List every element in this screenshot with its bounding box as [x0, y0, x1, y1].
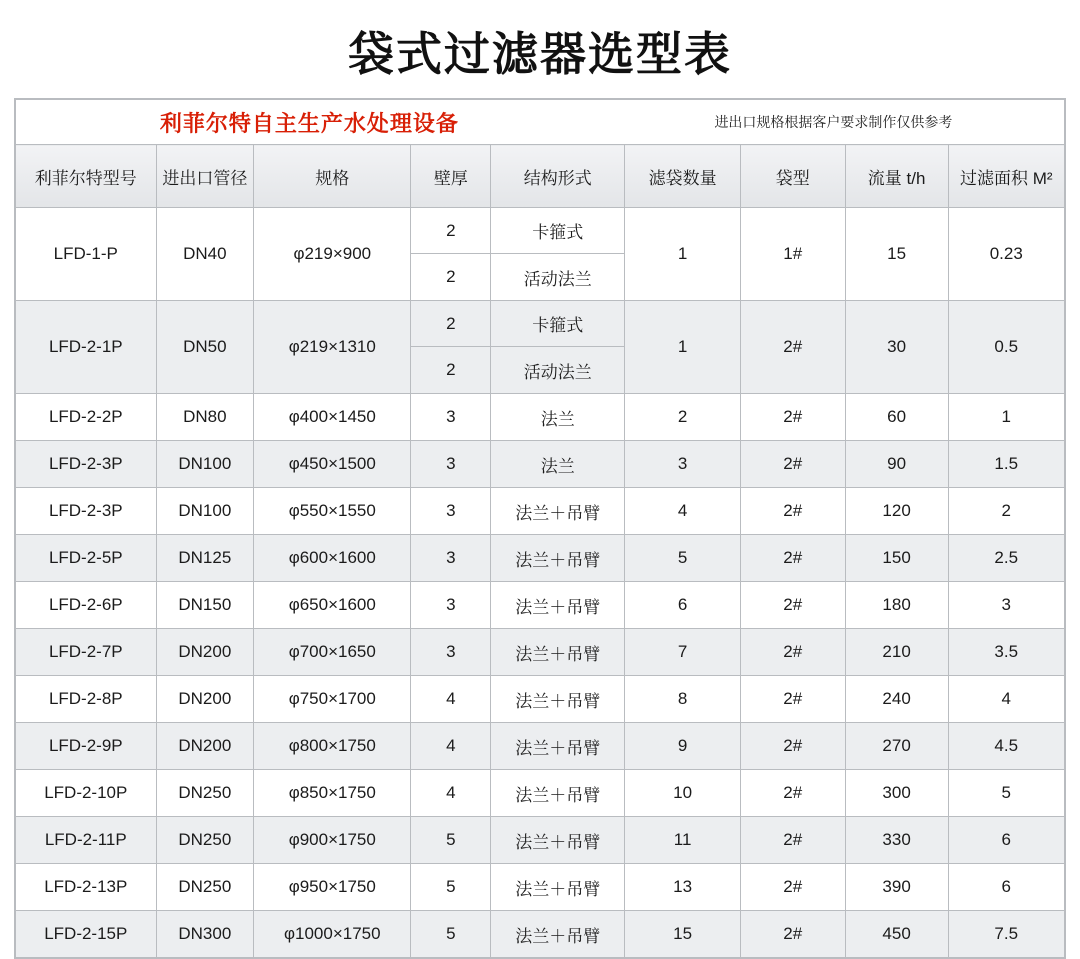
cell-wall-thickness: 4 [411, 723, 491, 770]
cell-model: LFD-2-1P [16, 301, 157, 394]
cell-model: LFD-2-8P [16, 676, 157, 723]
column-header: 袋型 [740, 145, 845, 208]
cell-bag-count: 9 [625, 723, 740, 770]
cell-structure-part: 卡箍式 [491, 208, 624, 254]
table-row [16, 864, 1065, 911]
cell-port-size: DN40 [156, 208, 254, 301]
banner-note: 进出口规格根据客户要求制作仅供参考 [714, 114, 953, 130]
cell-bag-type: 2# [740, 535, 845, 582]
cell-port-size: DN300 [156, 911, 254, 958]
cell-port-size: DN150 [156, 582, 254, 629]
column-header: 壁厚 [411, 145, 491, 208]
cell-structure: 法兰＋吊臂 [491, 911, 625, 958]
cell-bag-type: 2# [740, 629, 845, 676]
cell-wall-thickness-part: 2 [411, 301, 490, 347]
table-row [16, 488, 1065, 535]
cell-spec: φ219×1310 [254, 301, 411, 394]
cell-flow: 90 [845, 441, 948, 488]
column-header: 利菲尔特型号 [16, 145, 157, 208]
cell-spec: φ600×1600 [254, 535, 411, 582]
table-row [16, 394, 1065, 441]
cell-bag-count: 1 [625, 208, 740, 301]
cell-flow: 390 [845, 864, 948, 911]
cell-flow: 210 [845, 629, 948, 676]
cell-spec: φ850×1750 [254, 770, 411, 817]
banner-cell [16, 100, 1065, 145]
cell-spec: φ800×1750 [254, 723, 411, 770]
cell-model: LFD-2-2P [16, 394, 157, 441]
table-row [16, 629, 1065, 676]
cell-flow: 300 [845, 770, 948, 817]
cell-filter-area: 7.5 [948, 911, 1065, 958]
cell-wall-thickness: 4 [411, 676, 491, 723]
cell-structure: 法兰＋吊臂 [491, 723, 625, 770]
cell-port-size: DN100 [156, 488, 254, 535]
cell-flow: 15 [845, 208, 948, 301]
cell-flow: 240 [845, 676, 948, 723]
cell-port-size: DN250 [156, 864, 254, 911]
cell-wall-thickness: 3 [411, 488, 491, 535]
table-row [16, 208, 1065, 301]
cell-wall-thickness: 3 [411, 582, 491, 629]
column-header: 规格 [254, 145, 411, 208]
cell-structure: 法兰 [491, 394, 625, 441]
table-row [16, 770, 1065, 817]
cell-bag-count: 4 [625, 488, 740, 535]
cell-bag-type: 2# [740, 676, 845, 723]
cell-bag-type: 2# [740, 394, 845, 441]
cell-port-size: DN50 [156, 301, 254, 394]
cell-wall-thickness [411, 301, 491, 394]
column-header: 滤袋数量 [625, 145, 740, 208]
cell-spec: φ700×1650 [254, 629, 411, 676]
cell-wall-thickness: 3 [411, 629, 491, 676]
cell-flow: 150 [845, 535, 948, 582]
cell-bag-type: 2# [740, 723, 845, 770]
cell-structure-part: 活动法兰 [523, 362, 592, 382]
cell-flow: 60 [845, 394, 948, 441]
cell-filter-area: 6 [948, 817, 1065, 864]
cell-bag-type: 2# [740, 911, 845, 958]
cell-spec: φ750×1700 [254, 676, 411, 723]
cell-bag-count: 8 [625, 676, 740, 723]
spec-table-container [14, 98, 1066, 959]
cell-wall-thickness: 3 [411, 441, 491, 488]
cell-filter-area: 1.5 [948, 441, 1065, 488]
cell-flow: 270 [845, 723, 948, 770]
cell-model: LFD-2-9P [16, 723, 157, 770]
cell-filter-area: 4 [948, 676, 1065, 723]
cell-bag-count: 6 [625, 582, 740, 629]
cell-flow: 180 [845, 582, 948, 629]
cell-model: LFD-2-13P [16, 864, 157, 911]
cell-bag-type: 2# [740, 301, 845, 394]
cell-structure: 法兰＋吊臂 [491, 488, 625, 535]
cell-spec: φ1000×1750 [254, 911, 411, 958]
column-header: 结构形式 [491, 145, 625, 208]
banner-row [16, 100, 1065, 145]
cell-filter-area: 2 [948, 488, 1065, 535]
cell-flow: 450 [845, 911, 948, 958]
cell-filter-area: 5 [948, 770, 1065, 817]
column-header: 过滤面积 M² [948, 145, 1065, 208]
cell-structure [491, 208, 625, 301]
cell-port-size: DN200 [156, 723, 254, 770]
cell-port-size: DN250 [156, 770, 254, 817]
cell-flow: 330 [845, 817, 948, 864]
cell-wall-thickness: 3 [411, 535, 491, 582]
cell-wall-thickness: 4 [411, 770, 491, 817]
cell-model: LFD-2-5P [16, 535, 157, 582]
cell-flow: 120 [845, 488, 948, 535]
cell-model: LFD-2-11P [16, 817, 157, 864]
cell-port-size: DN80 [156, 394, 254, 441]
cell-bag-count: 11 [625, 817, 740, 864]
cell-spec: φ400×1450 [254, 394, 411, 441]
table-row [16, 535, 1065, 582]
table-row [16, 301, 1065, 394]
cell-bag-type: 2# [740, 441, 845, 488]
cell-filter-area: 6 [948, 864, 1065, 911]
table-row [16, 723, 1065, 770]
cell-spec: φ219×900 [254, 208, 411, 301]
cell-wall-thickness: 5 [411, 817, 491, 864]
cell-wall-thickness [411, 208, 491, 301]
cell-structure: 法兰＋吊臂 [491, 582, 625, 629]
cell-model: LFD-1-P [16, 208, 157, 301]
header-row [16, 145, 1065, 208]
cell-filter-area: 0.5 [948, 301, 1065, 394]
cell-filter-area: 0.23 [948, 208, 1065, 301]
cell-spec: φ650×1600 [254, 582, 411, 629]
cell-spec: φ900×1750 [254, 817, 411, 864]
cell-model: LFD-2-6P [16, 582, 157, 629]
table-row [16, 817, 1065, 864]
cell-structure-part: 卡箍式 [491, 301, 624, 347]
cell-structure [491, 301, 625, 394]
table-row [16, 582, 1065, 629]
cell-structure: 法兰＋吊臂 [491, 535, 625, 582]
cell-wall-thickness-part: 2 [446, 360, 456, 379]
column-header: 流量 t/h [845, 145, 948, 208]
cell-bag-type: 2# [740, 770, 845, 817]
cell-structure: 法兰＋吊臂 [491, 629, 625, 676]
column-header: 进出口管径 [156, 145, 254, 208]
cell-bag-count: 7 [625, 629, 740, 676]
cell-structure: 法兰＋吊臂 [491, 770, 625, 817]
cell-port-size: DN125 [156, 535, 254, 582]
cell-wall-thickness-part: 2 [411, 208, 490, 254]
cell-wall-thickness: 5 [411, 864, 491, 911]
table-row [16, 911, 1065, 958]
cell-spec: φ450×1500 [254, 441, 411, 488]
cell-wall-thickness-part: 2 [446, 267, 456, 286]
table-row [16, 676, 1065, 723]
cell-model: LFD-2-3P [16, 441, 157, 488]
cell-filter-area: 3 [948, 582, 1065, 629]
cell-bag-type: 2# [740, 864, 845, 911]
cell-model: LFD-2-7P [16, 629, 157, 676]
cell-structure: 法兰＋吊臂 [491, 864, 625, 911]
page-title: 袋式过滤器选型表 [348, 27, 732, 81]
cell-filter-area: 1 [948, 394, 1065, 441]
cell-bag-count: 1 [625, 301, 740, 394]
cell-port-size: DN200 [156, 676, 254, 723]
cell-model: LFD-2-15P [16, 911, 157, 958]
cell-bag-count: 15 [625, 911, 740, 958]
cell-bag-type: 1# [740, 208, 845, 301]
cell-wall-thickness: 3 [411, 394, 491, 441]
cell-filter-area: 2.5 [948, 535, 1065, 582]
cell-structure: 法兰 [491, 441, 625, 488]
spec-table [15, 99, 1065, 958]
cell-model: LFD-2-3P [16, 488, 157, 535]
cell-port-size: DN100 [156, 441, 254, 488]
cell-spec: φ550×1550 [254, 488, 411, 535]
cell-bag-count: 2 [625, 394, 740, 441]
cell-bag-type: 2# [740, 488, 845, 535]
cell-bag-count: 5 [625, 535, 740, 582]
cell-bag-type: 2# [740, 582, 845, 629]
cell-flow: 30 [845, 301, 948, 394]
cell-wall-thickness: 5 [411, 911, 491, 958]
cell-structure: 法兰＋吊臂 [491, 817, 625, 864]
cell-structure-part: 活动法兰 [523, 269, 592, 289]
cell-port-size: DN250 [156, 817, 254, 864]
cell-filter-area: 4.5 [948, 723, 1065, 770]
cell-bag-count: 13 [625, 864, 740, 911]
cell-bag-type: 2# [740, 817, 845, 864]
cell-spec: φ950×1750 [254, 864, 411, 911]
table-row [16, 441, 1065, 488]
cell-filter-area: 3.5 [948, 629, 1065, 676]
cell-bag-count: 3 [625, 441, 740, 488]
banner-title: 利菲尔特自主生产水处理设备 [159, 110, 459, 136]
cell-model: LFD-2-10P [16, 770, 157, 817]
cell-structure: 法兰＋吊臂 [491, 676, 625, 723]
cell-bag-count: 10 [625, 770, 740, 817]
cell-port-size: DN200 [156, 629, 254, 676]
